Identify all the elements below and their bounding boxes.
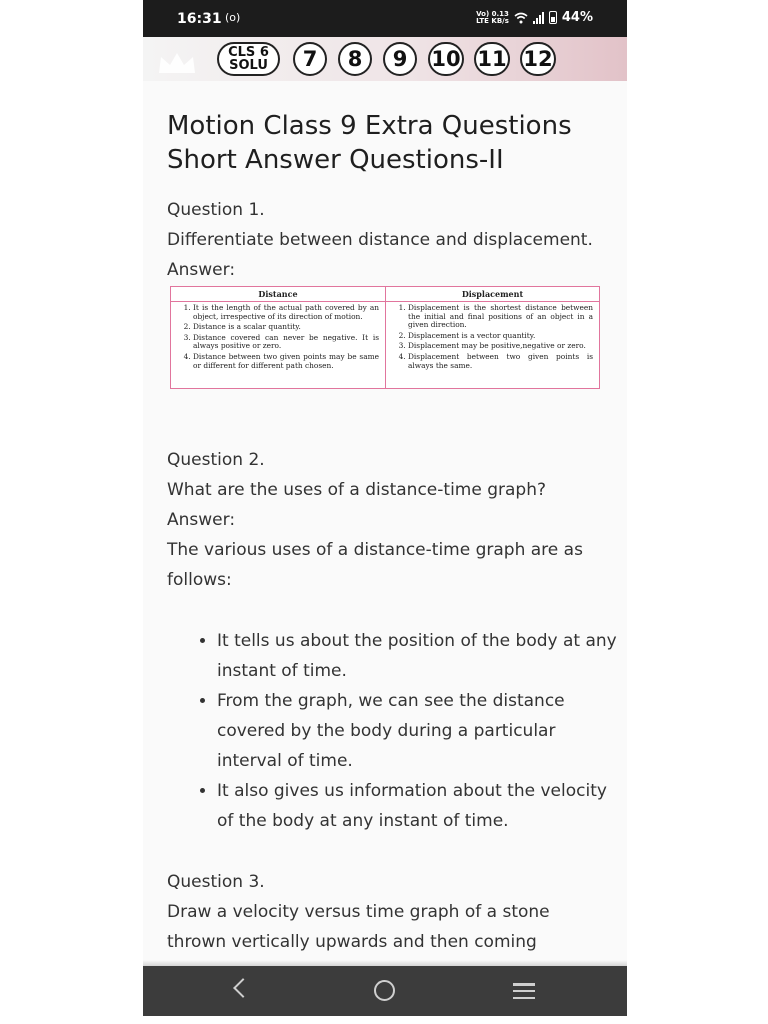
crown-icon [157, 51, 197, 75]
cast-icon: (o) [225, 11, 241, 24]
uses-list [201, 626, 617, 836]
home-icon[interactable] [374, 980, 395, 1001]
class-8-button[interactable]: 8 [338, 42, 372, 76]
list-item: • It also gives us information about the velocity of the body at any instant of time. [217, 776, 617, 836]
table-cell: 1. It is the length of the actual path covered by an object, irrespective of its direction of motion. [193, 304, 379, 321]
table-cell: 2. Displacement is a vector quantity. [408, 332, 593, 341]
class-12-button[interactable]: 12 [520, 42, 556, 76]
question-2-intro: The various uses of a distance-time graph are as follows: [167, 540, 583, 590]
class-navigation [143, 37, 627, 81]
question-2-answer-label: Answer: [167, 510, 236, 530]
table-cell: 4. Displacement between two given points is always the same. [408, 353, 593, 370]
table-cell: 3. Displacement may be positive,negative or zero. [408, 342, 593, 351]
question-2-text: What are the uses of a distance-time graph? [167, 480, 546, 500]
wifi-icon [514, 12, 528, 24]
class-11-button[interactable]: 11 [474, 42, 510, 76]
question-1-label: Question 1. [167, 200, 265, 220]
displacement-column [385, 287, 599, 388]
class-7-button[interactable]: 7 [293, 42, 327, 76]
table-header: Distance [171, 287, 385, 302]
distance-column [171, 287, 385, 388]
table-cell: 4. Distance between two given points may be same or different for different path chosen. [193, 353, 379, 370]
recent-apps-icon[interactable] [513, 983, 535, 999]
question-3-text: Draw a velocity versus time graph of a stone thrown vertically upwards and then coming [167, 902, 550, 952]
battery-icon [549, 11, 557, 24]
table-cell: 1. Displacement is the shortest distance between the initial and final positions of an object in a given direction. [408, 304, 593, 330]
question-1-text: Differentiate between distance and displacement. [167, 230, 593, 250]
table-header: Displacement [386, 287, 599, 302]
list-item: • From the graph, we can see the distance covered by the body during a particular interval of time. [217, 686, 617, 776]
status-bar [143, 0, 627, 37]
signal-icon [533, 12, 544, 24]
back-icon[interactable] [233, 978, 253, 998]
class-9-button[interactable]: 9 [383, 42, 417, 76]
question-3-label: Question 3. [167, 872, 265, 892]
table-cell: 3. Distance covered can never be negative. It is always positive or zero. [193, 334, 379, 351]
question-2-label: Question 2. [167, 450, 265, 470]
question-1-answer-label: Answer: [167, 260, 236, 280]
status-time: 16:31 [177, 11, 222, 27]
system-nav-bar [143, 966, 627, 1016]
class-6-solutions-button[interactable]: CLS 6 SOLU [217, 42, 280, 76]
list-item: • It tells us about the position of the body at any instant of time. [217, 626, 617, 686]
page-title: Motion Class 9 Extra Questions Short Answer Questions-II [167, 111, 572, 175]
class-10-button[interactable]: 10 [428, 42, 464, 76]
comparison-table [170, 286, 600, 389]
table-cell: 2. Distance is a scalar quantity. [193, 323, 379, 332]
phone-screen [143, 0, 627, 1016]
network-speed: Vo) 0.13 LTE KB/s [476, 9, 509, 25]
battery-level: 44% [561, 10, 593, 25]
